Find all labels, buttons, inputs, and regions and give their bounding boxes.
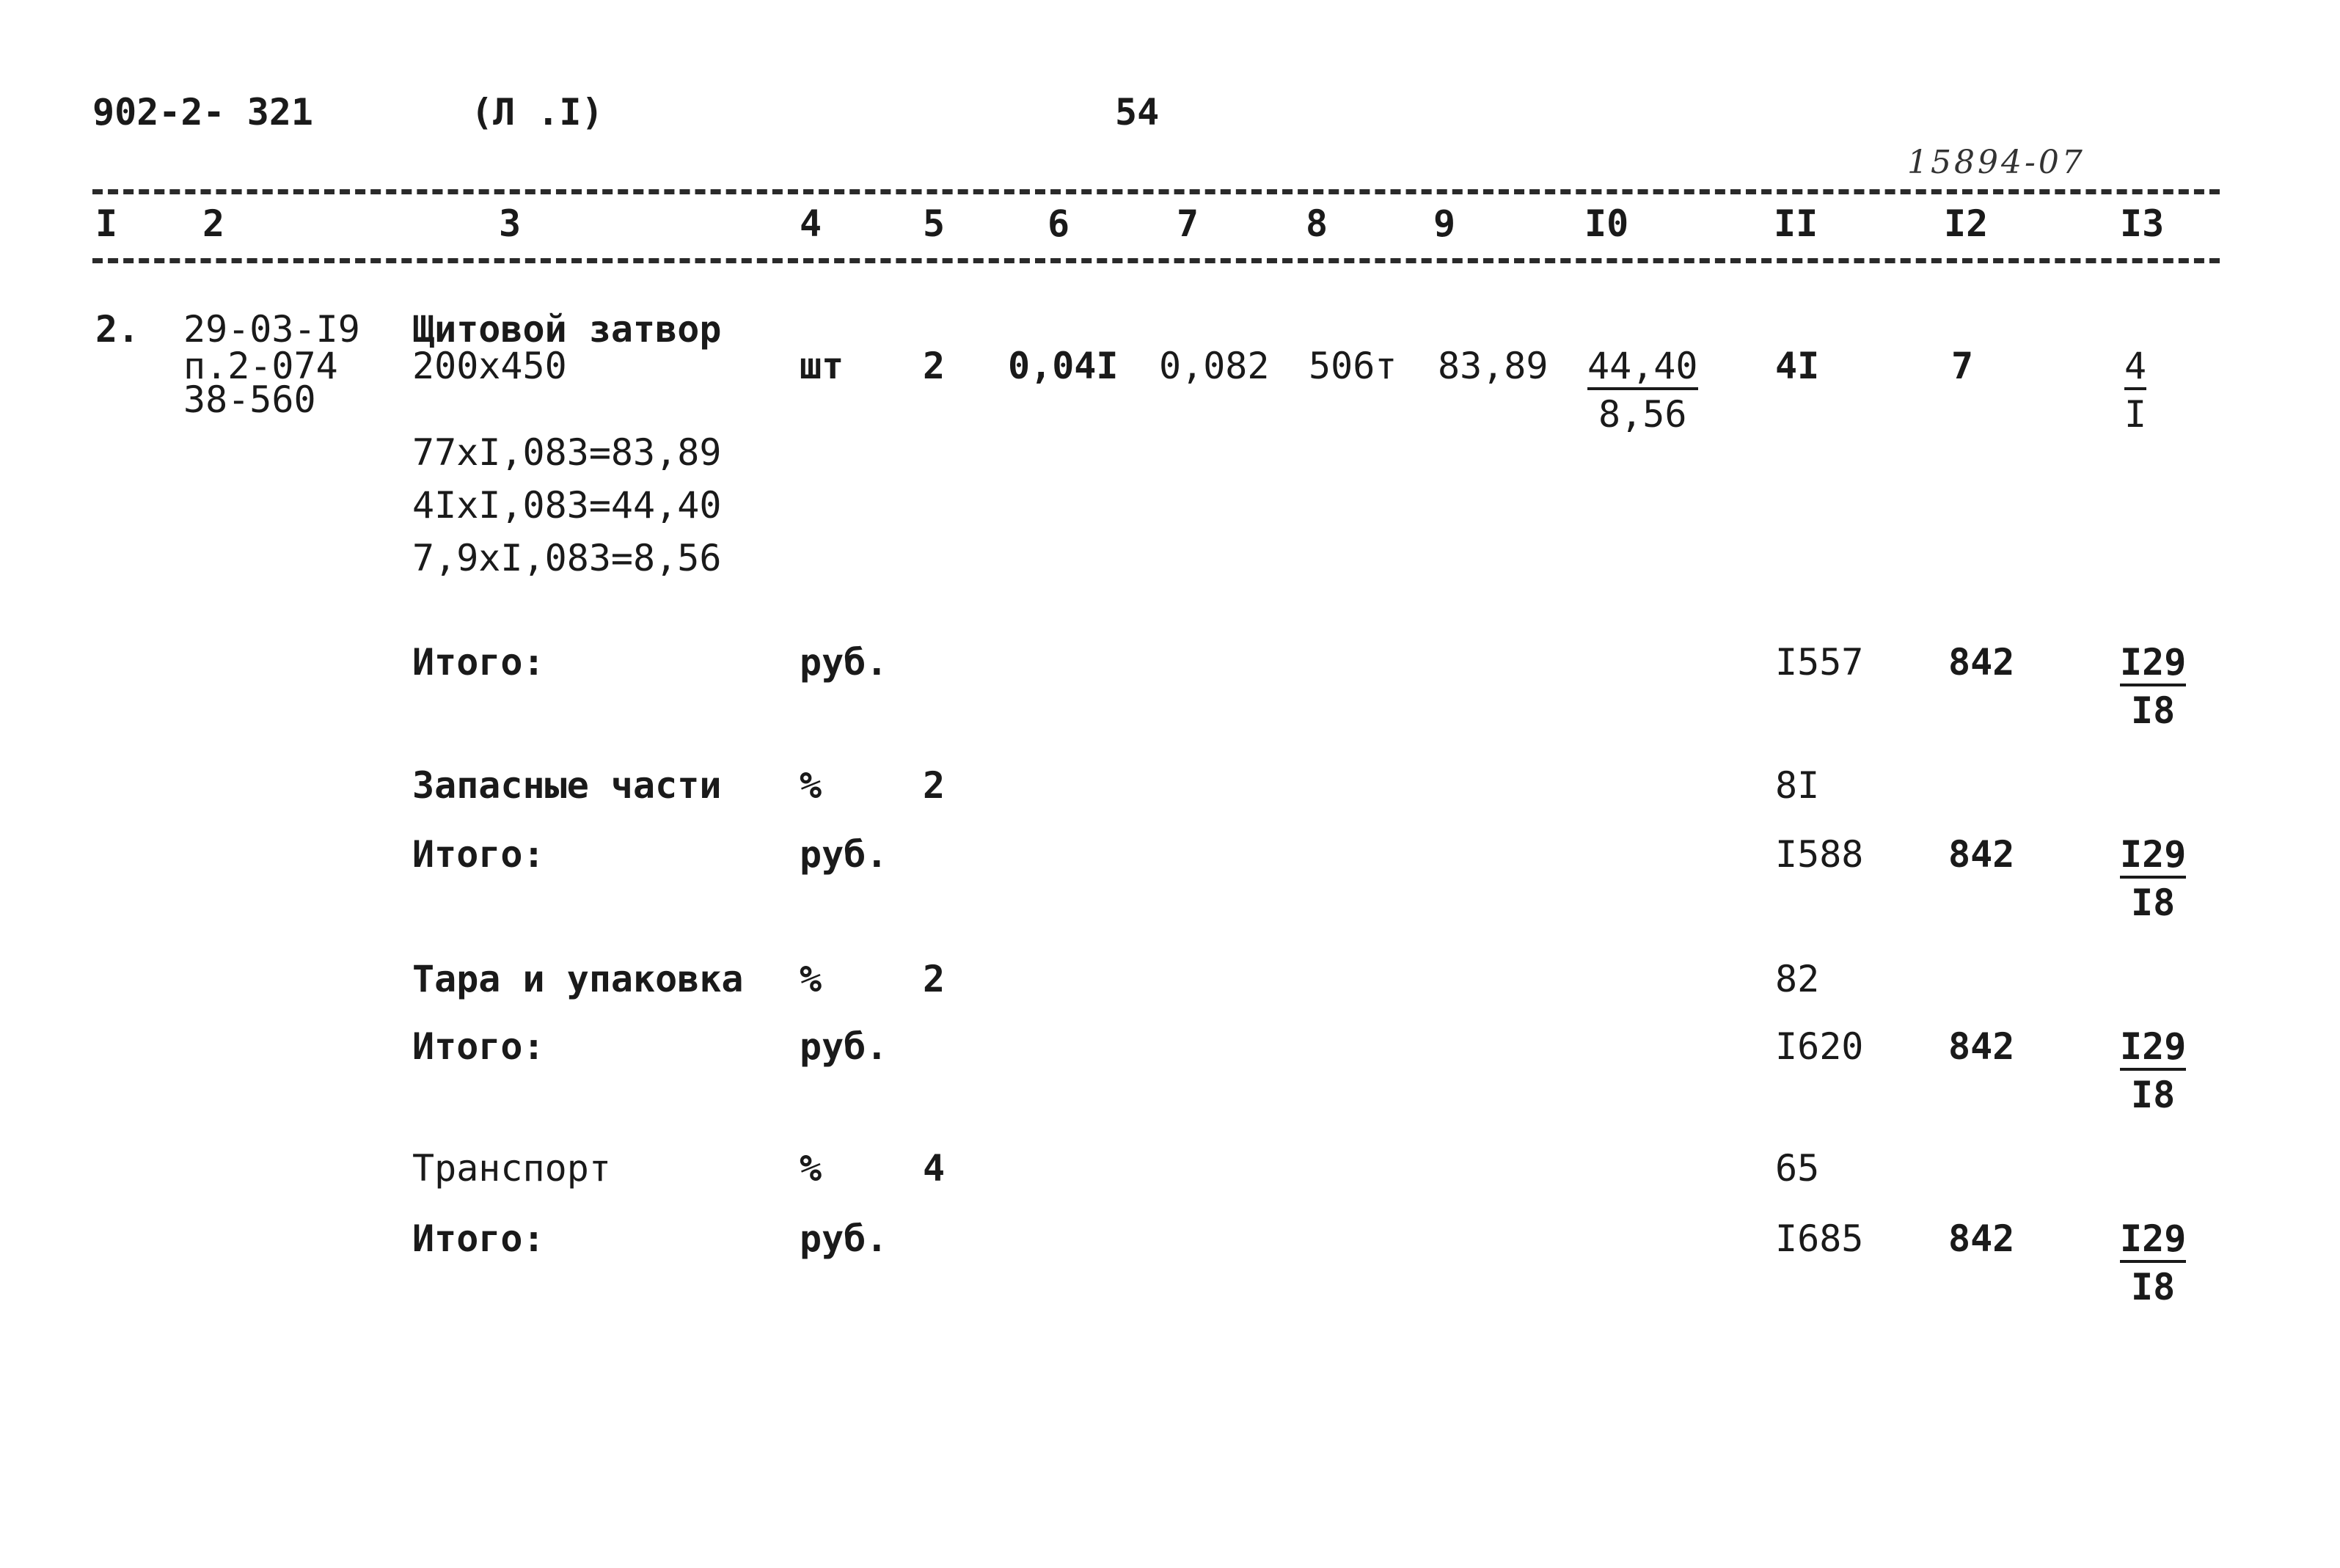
summary-col13-numerator: I29 xyxy=(2120,644,2186,686)
summary-unit: % xyxy=(800,764,822,807)
summary-col12: 842 xyxy=(1948,1025,2015,1068)
summary-col11: I620 xyxy=(1775,1025,1864,1068)
item-col7: 0,082 xyxy=(1159,345,1270,387)
sheet-reference: (Л .I) xyxy=(471,91,604,133)
summary-col12: 842 xyxy=(1948,641,2015,684)
summary-percent: 2 xyxy=(923,764,946,807)
col-header-10: I0 xyxy=(1584,202,1629,245)
header-bottom-rule xyxy=(92,258,2220,263)
col-header-11: II xyxy=(1774,202,1818,245)
calc-line-2: 4IxI,083=44,40 xyxy=(412,484,722,527)
summary-percent: 2 xyxy=(923,958,946,1000)
item-number: 2. xyxy=(95,308,140,351)
page-number: 54 xyxy=(1115,91,1160,133)
summary-col11: 65 xyxy=(1775,1147,1820,1190)
item-col8: 506т xyxy=(1309,345,1397,387)
summary-col11: I685 xyxy=(1775,1217,1864,1260)
summary-col13-numerator: I29 xyxy=(2120,1220,2186,1263)
col-header-1: I xyxy=(95,202,118,245)
item-code-3: 38-560 xyxy=(183,378,316,421)
item-size: 200x450 xyxy=(412,345,567,387)
summary-col11: 8I xyxy=(1775,764,1820,807)
item-col12: 7 xyxy=(1951,345,1974,387)
summary-col13-denominator: I8 xyxy=(2131,1074,2176,1116)
item-col13-numerator: 4 xyxy=(2124,348,2146,390)
item-code-1: 29-03-I9 xyxy=(183,308,360,351)
col-header-9: 9 xyxy=(1433,202,1456,245)
summary-label: Итого: xyxy=(412,833,545,876)
col-header-2: 2 xyxy=(202,202,225,245)
item-col10-denominator: 8,56 xyxy=(1598,393,1687,436)
item-col10-fraction xyxy=(1587,345,1698,436)
summary-col12: 842 xyxy=(1948,833,2015,876)
summary-col11: I588 xyxy=(1775,833,1864,876)
summary-label: Итого: xyxy=(412,1217,545,1260)
calc-line-3: 7,9xI,083=8,56 xyxy=(412,537,722,579)
summary-label: Итого: xyxy=(412,641,545,684)
summary-col12: 842 xyxy=(1948,1217,2015,1260)
item-unit: шт xyxy=(800,345,844,387)
summary-col11: I557 xyxy=(1775,641,1864,684)
summary-unit: руб. xyxy=(800,1217,888,1260)
item-col10-numerator: 44,40 xyxy=(1587,348,1698,390)
header-top-rule xyxy=(92,189,2220,194)
summary-col13-denominator: I8 xyxy=(2131,882,2176,924)
summary-unit: руб. xyxy=(800,833,888,876)
summary-col13-denominator: I8 xyxy=(2131,689,2176,732)
item-col6: 0,04I xyxy=(1008,345,1119,387)
summary-unit: руб. xyxy=(800,641,888,684)
summary-col13-fraction xyxy=(2120,1217,2187,1308)
col-header-5: 5 xyxy=(923,202,946,245)
summary-col11: 82 xyxy=(1775,958,1820,1000)
col-header-8: 8 xyxy=(1306,202,1328,245)
item-col11: 4I xyxy=(1775,345,1820,387)
col-header-12: I2 xyxy=(1944,202,1989,245)
summary-label: Запасные части xyxy=(412,764,722,807)
summary-col13-fraction xyxy=(2120,641,2187,732)
summary-col13-fraction xyxy=(2120,833,2187,924)
summary-unit: % xyxy=(800,1147,822,1190)
summary-unit: % xyxy=(800,958,822,1000)
col-header-13: I3 xyxy=(2120,202,2165,245)
handwritten-stamp-number: 15894-07 xyxy=(1907,144,2085,181)
summary-col13-numerator: I29 xyxy=(2120,1028,2186,1071)
item-code-2: п.2-074 xyxy=(183,345,338,387)
summary-col13-fraction xyxy=(2120,1025,2187,1116)
item-col13-denominator: I xyxy=(2124,393,2147,436)
summary-label: Тара и упаковка xyxy=(412,958,744,1000)
summary-unit: руб. xyxy=(800,1025,888,1068)
summary-label: Итого: xyxy=(412,1025,545,1068)
item-quantity: 2 xyxy=(923,345,946,387)
summary-col13-denominator: I8 xyxy=(2131,1266,2176,1308)
item-col13-fraction xyxy=(2124,345,2147,436)
summary-col13-numerator: I29 xyxy=(2120,836,2186,879)
item-name: Щитовой затвор xyxy=(412,308,722,351)
calc-line-1: 77xI,083=83,89 xyxy=(412,431,722,474)
col-header-3: 3 xyxy=(499,202,522,245)
item-col9: 83,89 xyxy=(1438,345,1549,387)
col-header-7: 7 xyxy=(1177,202,1199,245)
summary-label: Транспорт xyxy=(412,1147,611,1190)
summary-percent: 4 xyxy=(923,1147,946,1190)
col-header-4: 4 xyxy=(800,202,822,245)
document-code: 902-2- 321 xyxy=(92,91,314,133)
col-header-6: 6 xyxy=(1047,202,1070,245)
